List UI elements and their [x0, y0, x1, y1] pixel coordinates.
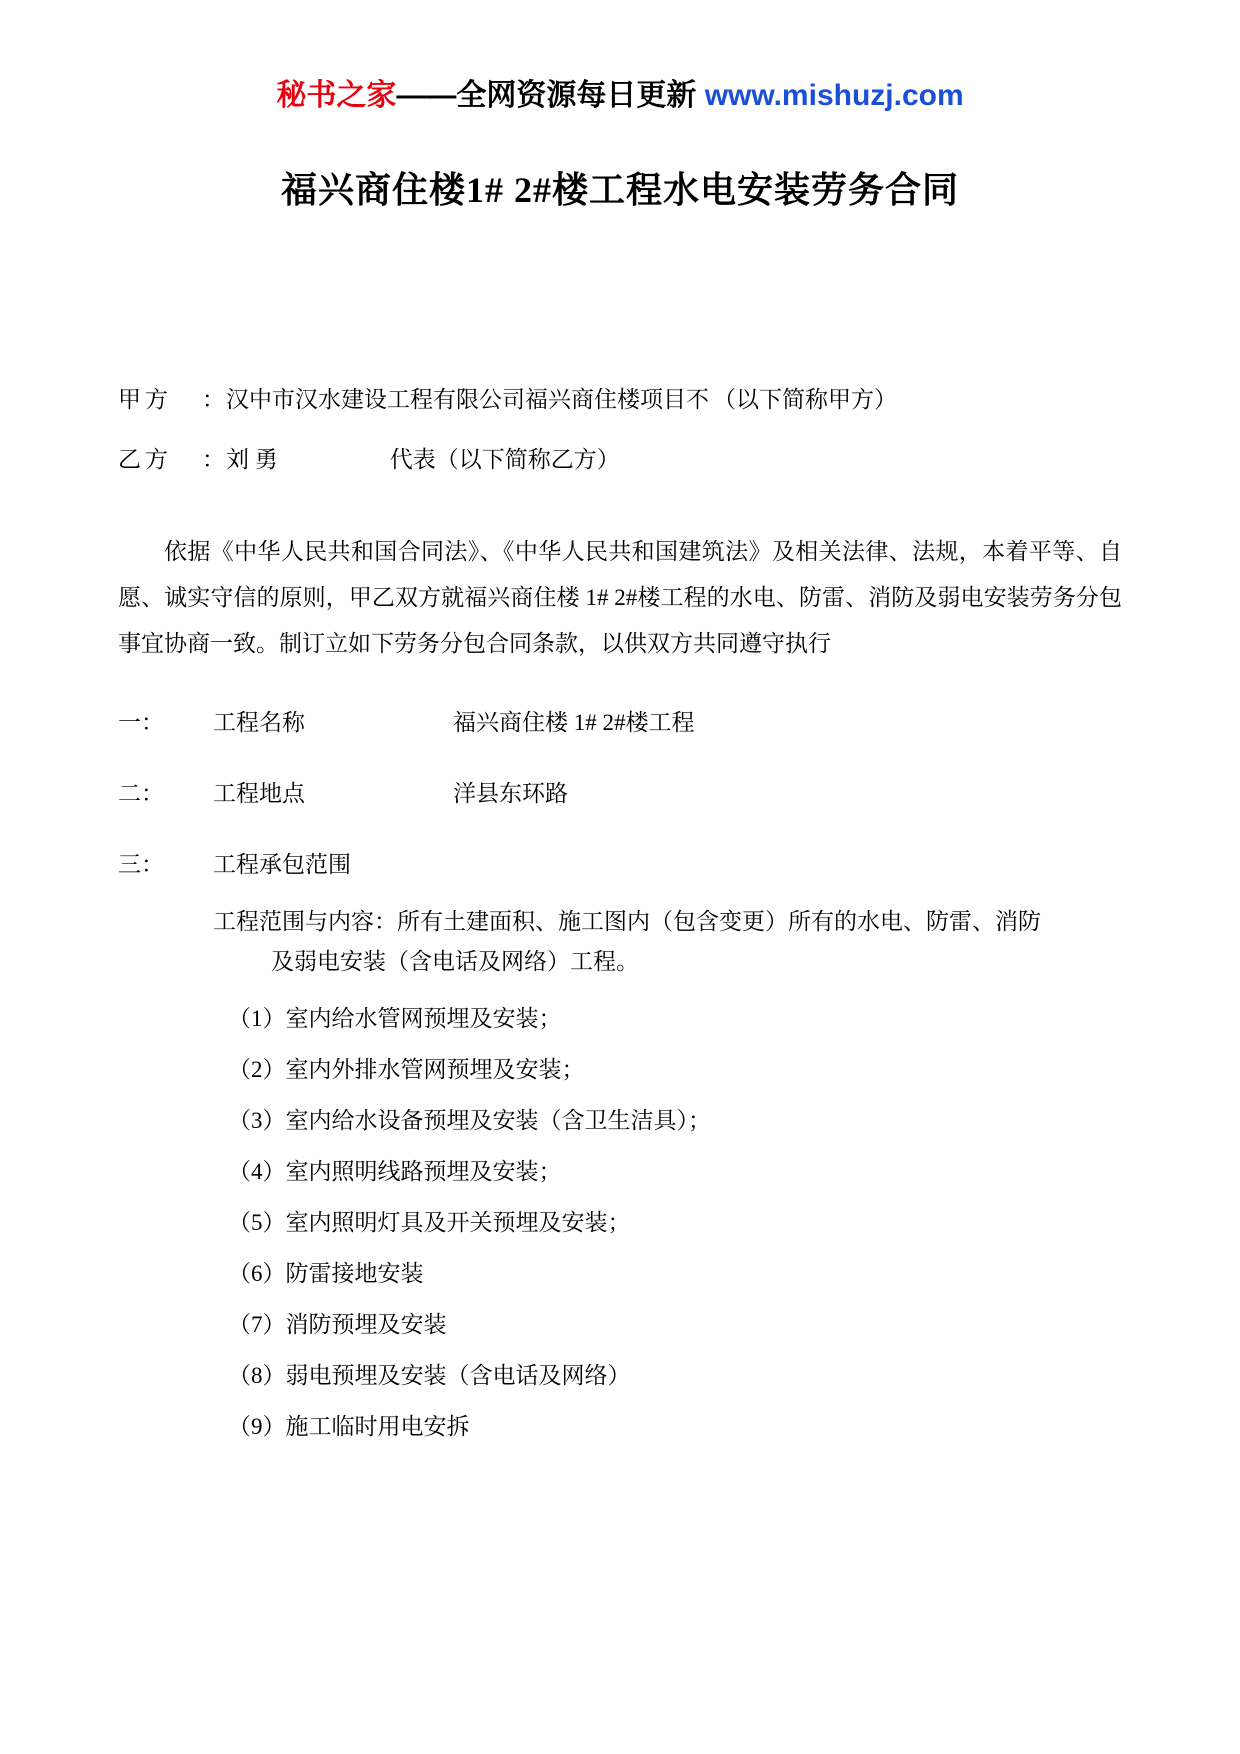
clause-2-number: 二：	[118, 781, 164, 807]
scope-intro-line-1: 工程范围与内容：所有土建面积、施工图内（包含变更）所有的水电、防雷、消防	[213, 909, 1041, 935]
list-item: （9）施工临时用电安拆	[228, 1413, 470, 1439]
page-title: 福兴商住楼1# 2#楼工程水电安装劳务合同	[280, 170, 959, 210]
party-b-value: 刘 勇	[226, 447, 278, 472]
preamble-paragraph: 依据《中华人民共和国合同法》、《中华人民共和国建筑法》及相关法律、法规，本着平等、自愿、诚实守信的原则，甲乙双方就福兴商住楼 1# 2#楼工程的水电、防雷、消防及弱电安装劳务分包事宜协商一致。制订立如下劳务分包合同条款，以供双方共同遵守执行	[118, 539, 1122, 656]
list-item: （4）室内照明线路预埋及安装；	[228, 1158, 562, 1184]
party-a-note: （以下简称甲方）	[713, 387, 897, 412]
site-tagline: ——全网资源每日更新	[396, 79, 705, 112]
scope-item-list	[118, 993, 1122, 1452]
clause-1-number: 一：	[118, 710, 164, 735]
clause-project-name	[118, 707, 1122, 738]
scope-intro	[213, 902, 1122, 983]
scope-intro-line-2: 及弱电安装（含电话及网络）工程。	[271, 949, 639, 975]
party-row-a	[118, 388, 1122, 411]
list-item: （5）室内照明灯具及开关预埋及安装；	[228, 1209, 631, 1235]
list-item: （2）室内外排水管网预埋及安装；	[228, 1056, 585, 1082]
party-b-label: 乙方	[118, 447, 172, 472]
party-a-value: 汉中市汉水建设工程有限公司福兴商住楼项目不	[226, 387, 709, 412]
party-a-colon: ：	[202, 387, 225, 412]
party-a-label: 甲方	[118, 387, 172, 412]
site-banner	[118, 0, 1122, 114]
list-item: （8）弱电预埋及安装（含电话及网络）	[228, 1362, 631, 1388]
list-item: （6）防雷接地安装	[228, 1260, 424, 1286]
site-brand: 秘书之家	[276, 78, 397, 113]
parties-block	[118, 388, 1122, 471]
clause-scope-of-work	[118, 849, 1122, 1452]
list-item: （3）室内给水设备预埋及安装（含卫生洁具）；	[228, 1107, 711, 1133]
clause-1-label: 工程名称	[213, 710, 305, 735]
list-item: （7）消防预埋及安装	[228, 1311, 447, 1337]
clause-3-label: 工程承包范围	[213, 852, 351, 878]
site-url-link[interactable]: www.mishuzj.com	[704, 79, 964, 112]
party-b-note: 代表（以下简称乙方）	[389, 447, 620, 472]
party-row-b	[118, 448, 1122, 471]
list-item: （1）室内给水管网预埋及安装；	[228, 1005, 562, 1031]
clause-2-value: 洋县东环路	[453, 781, 568, 807]
clause-2-label: 工程地点	[213, 781, 305, 807]
clause-3-number: 三：	[118, 852, 164, 878]
clause-project-location	[118, 778, 1122, 809]
party-b-colon: ：	[202, 447, 225, 472]
clause-1-value: 福兴商住楼 1# 2#楼工程	[453, 710, 695, 735]
